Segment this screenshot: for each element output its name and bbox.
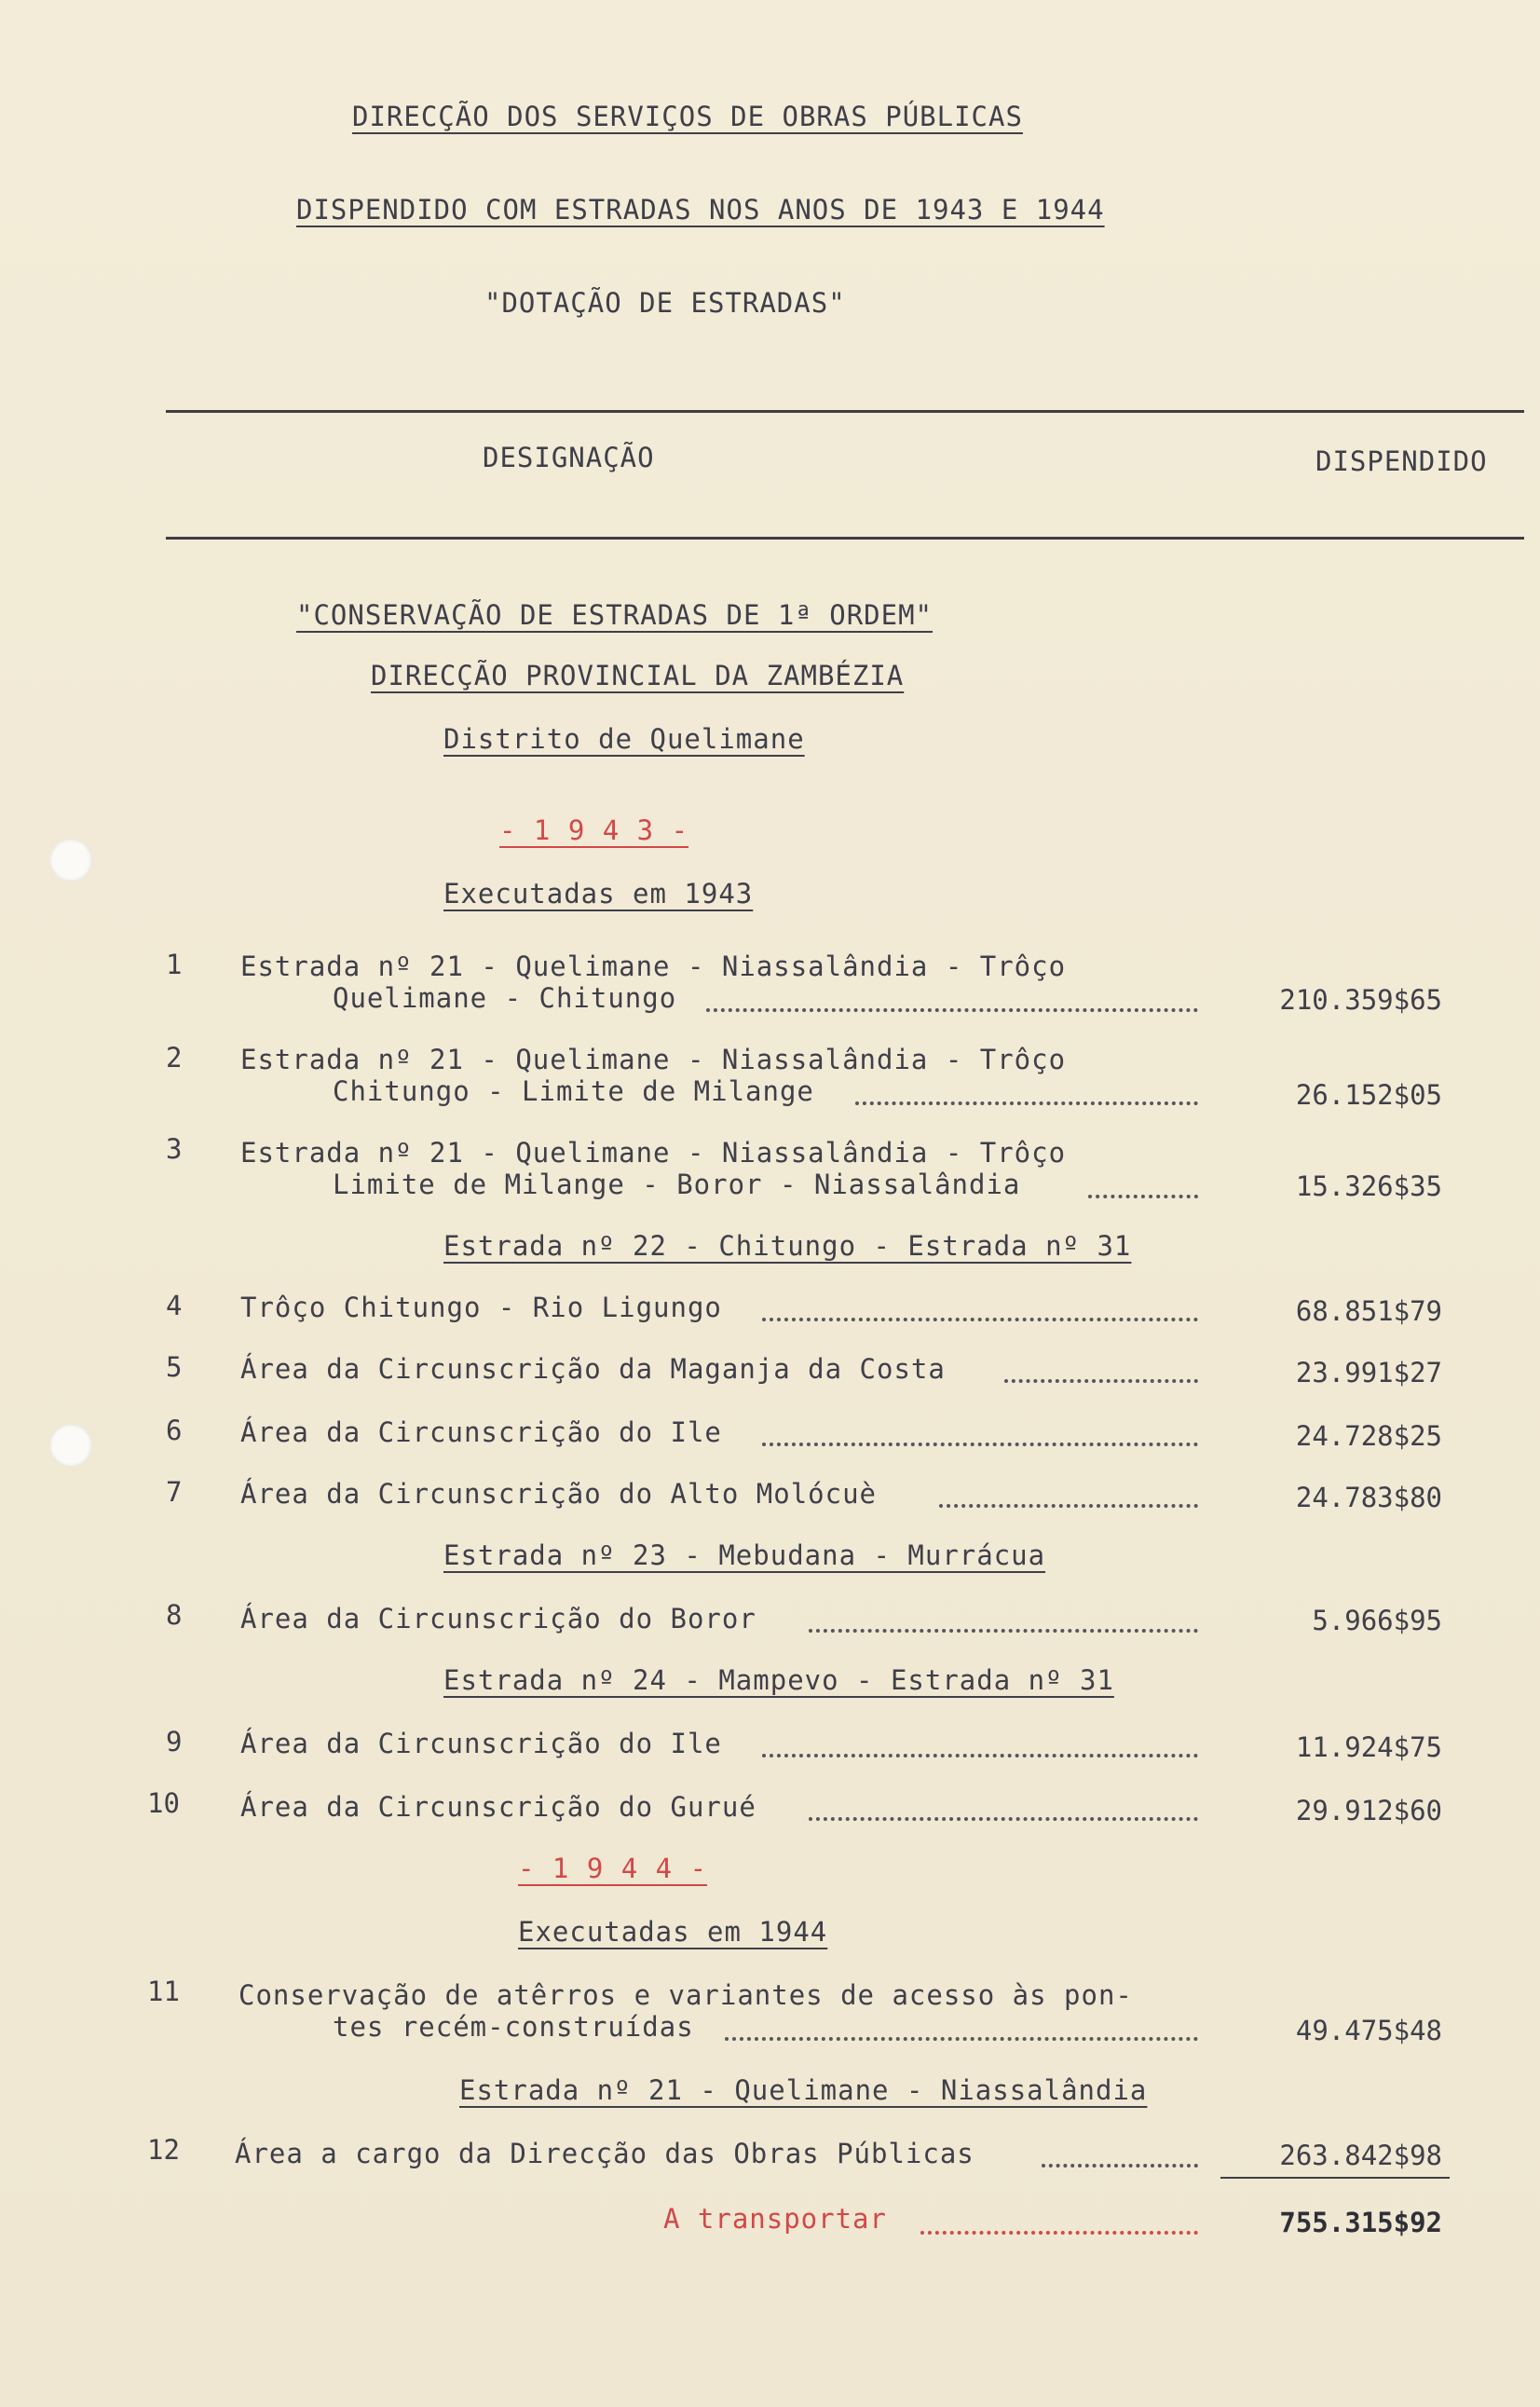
table-top-rule — [166, 410, 1524, 413]
item-1-line2: Quelimane - Chitungo — [333, 982, 677, 1014]
item-1-line1: Estrada nº 21 - Quelimane - Niassalândia - Trôço — [240, 950, 1067, 982]
item-5-leader — [1004, 1379, 1198, 1383]
item-12-amount: 263.842$98 — [1279, 2140, 1442, 2171]
item-1-leader — [706, 1008, 1198, 1012]
punch-hole-top — [49, 839, 92, 882]
year-1944-text: - 1 9 4 4 - — [518, 1853, 708, 1884]
item-2-leader — [855, 1101, 1198, 1105]
item-5-line1: Área da Circunscrição da Maganja da Costa — [240, 1353, 946, 1385]
year-1943-text: - 1 9 4 3 - — [499, 814, 689, 846]
item-2-amount: 26.152$05 — [1295, 1079, 1442, 1111]
item-9-number: 9 — [166, 1726, 183, 1757]
header-allocation: "DOTAÇÃO DE ESTRADAS" — [484, 287, 846, 319]
item-7-line1: Área da Circunscrição do Alto Molócuè — [240, 1478, 878, 1510]
item-4-amount: 68.851$79 — [1295, 1295, 1442, 1327]
year-1944-subtitle: Executadas em 1944 — [518, 1916, 828, 1948]
item-4-line1: Trôço Chitungo - Rio Ligungo — [240, 1292, 722, 1323]
item-7-leader — [939, 1504, 1198, 1508]
road-23-heading: Estrada nº 23 - Mebudana - Murrácua — [443, 1539, 1046, 1571]
item-6-amount: 24.728$25 — [1295, 1420, 1442, 1452]
item-10-leader — [809, 1817, 1198, 1821]
item-1-amount: 210.359$65 — [1279, 984, 1442, 1016]
item-11-line1: Conservação de atêrros e variantes de acesso às pon- — [238, 1979, 1133, 2011]
item-7-amount: 24.783$80 — [1295, 1482, 1442, 1513]
item-11-amount: 49.475$48 — [1295, 2015, 1442, 2046]
item-7-number: 7 — [166, 1476, 183, 1508]
item-3-leader — [1088, 1195, 1198, 1198]
item-8-leader — [809, 1629, 1198, 1633]
header-spent-title: DISPENDIDO COM ESTRADAS NOS ANOS DE 1943 E 1944 — [296, 194, 1105, 226]
item-2-number: 2 — [166, 1042, 183, 1074]
column-designation: DESIGNAÇÃO — [483, 442, 655, 473]
item-1-number: 1 — [166, 949, 183, 980]
item-3-amount: 15.326$35 — [1295, 1170, 1442, 1202]
item-4-leader — [762, 1318, 1198, 1321]
item-6-number: 6 — [166, 1415, 183, 1446]
item-5-amount: 23.991$27 — [1295, 1357, 1442, 1388]
year-1944-label — [518, 1853, 707, 1884]
item-9-amount: 11.924$75 — [1295, 1731, 1442, 1763]
item-11-line2: tes recém-construídas — [333, 2011, 694, 2043]
carry-forward-amount: 755.315$92 — [1279, 2207, 1442, 2238]
item-12-line1: Área a cargo da Direcção das Obras Públicas — [235, 2138, 974, 2169]
item-6-leader — [762, 1443, 1198, 1446]
item-8-amount: 5.966$95 — [1312, 1605, 1442, 1636]
item-3-line1: Estrada nº 21 - Quelimane - Niassalândia - Trôço — [240, 1137, 1067, 1169]
item-6-line1: Área da Circunscrição do Ile — [240, 1416, 722, 1448]
item-10-line1: Área da Circunscrição do Gurué — [240, 1791, 756, 1823]
item-4-number: 4 — [166, 1290, 183, 1321]
column-spent: DISPENDIDO — [1315, 445, 1488, 477]
road-22-heading: Estrada nº 22 - Chitungo - Estrada nº 31 — [443, 1230, 1132, 1262]
item-3-line2: Limite de Milange - Boror - Niassalândia — [333, 1169, 1021, 1200]
item-9-leader — [762, 1754, 1198, 1757]
table-header-bottom-rule — [166, 537, 1524, 540]
header-directorate: DIRECÇÃO DOS SERVIÇOS DE OBRAS PÚBLICAS — [352, 101, 1023, 132]
item-2-line1: Estrada nº 21 - Quelimane - Niassalândia - Trôço — [240, 1044, 1067, 1075]
item-12-number: 12 — [147, 2134, 180, 2166]
year-1943-label — [499, 814, 688, 846]
carry-forward-leader — [920, 2231, 1198, 2235]
road-24-heading: Estrada nº 24 - Mampevo - Estrada nº 31 — [443, 1664, 1114, 1696]
section-title: "CONSERVAÇÃO DE ESTRADAS DE 1ª ORDEM" — [296, 599, 934, 631]
item-11-leader — [725, 2037, 1198, 2041]
item-10-number: 10 — [147, 1787, 180, 1819]
item-12-leader — [1042, 2164, 1198, 2168]
item-8-line1: Área da Circunscrição do Boror — [240, 1603, 756, 1634]
year-1943-subtitle: Executadas em 1943 — [443, 878, 754, 909]
item-5-number: 5 — [166, 1351, 183, 1383]
section-district: Distrito de Quelimane — [443, 723, 805, 755]
item-3-number: 3 — [166, 1133, 183, 1165]
item-2-line2: Chitungo - Limite de Milange — [333, 1075, 814, 1107]
item-8-number: 8 — [166, 1599, 183, 1631]
item-11-number: 11 — [147, 1976, 180, 2007]
subtotal-rule — [1220, 2177, 1450, 2179]
section-directorate: DIRECÇÃO PROVINCIAL DA ZAMBÉZIA — [371, 660, 905, 691]
item-9-line1: Área da Circunscrição do Ile — [240, 1728, 722, 1759]
item-10-amount: 29.912$60 — [1295, 1795, 1442, 1826]
punch-hole-bottom — [49, 1424, 92, 1467]
road-21-heading: Estrada nº 21 - Quelimane - Niassalândia — [459, 2074, 1148, 2106]
carry-forward-label: A transportar — [663, 2203, 887, 2235]
